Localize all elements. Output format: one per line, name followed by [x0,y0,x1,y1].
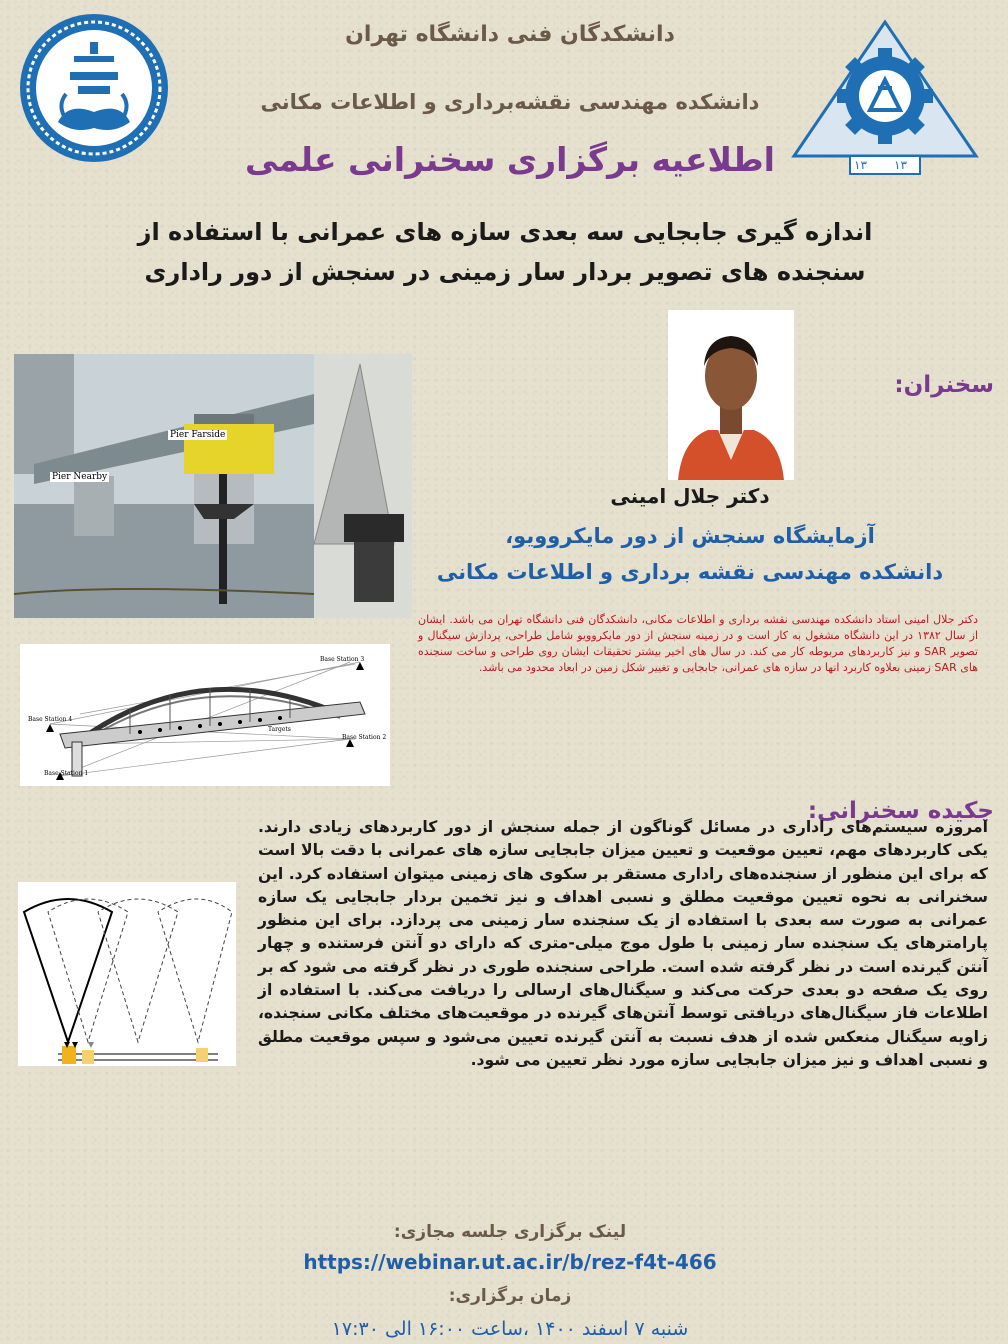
bridge-diagram [20,644,390,786]
university-of-tehran-logo [18,12,170,164]
label-base-station-3: Base Station 3 [320,656,365,663]
speaker-lab: آزمایشگاه سنجش از دور مایکروویو، [505,524,875,548]
session-link-url[interactable]: https://webinar.ut.ac.ir/b/rez-f4t-466 [303,1250,717,1274]
speaker-faculty: دانشکده مهندسی نقشه برداری و اطلاعات مکانی [436,560,944,584]
speaker-photo [668,310,794,480]
notice-heading: اطلاعیه برگزاری سخنرانی علمی [245,140,775,179]
label-targets: Targets [268,726,291,733]
faculty-title: دانشکدگان فنی دانشگاه تهران [345,22,675,47]
talk-title [60,212,950,292]
session-time-value: شنبه ۷ اسفند ۱۴۰۰ ،ساعت ۱۶:۰۰ الی ۱۷:۳۰ [331,1318,689,1340]
speakers-heading: سخنران: [894,372,994,398]
bridge-radar-photo [14,354,412,618]
session-link-label: لینک برگزاری جلسه مجازی: [393,1222,627,1242]
label-base-station-4: Base Station 4 [28,716,73,723]
logo-number-right: ۱۳ [894,158,907,172]
label-base-station-1: Base Station 1 [44,770,89,777]
talk-title-line2: سنجنده های تصویر بردار سار زمینی در سنجش از دور راداری [144,258,866,286]
label-pier-farside: Pier Farside [170,430,226,440]
antenna-beam-diagram [18,882,236,1066]
label-pier-nearby: Pier Nearby [52,472,108,482]
department-title: دانشکده مهندسی نقشه‌برداری و اطلاعات مکانی [260,90,760,114]
logo-number-left: ۱۳ [854,158,867,172]
talk-title-line1: اندازه گیری جابجایی سه بعدی سازه های عمرانی با استفاده از [137,218,873,246]
speaker-bio: دکتر جلال امینی استاد دانشکده مهندسی نقشه برداری و اطلاعات مکانی، دانشکدگان فنی دانشگاه تهران می باشد. ایشان از سال ۱۳۸۲ در این دانشگاه مشغول به کار است و در زمینه سنجش از دور مایکروویو شامل طراحی، پردازش سیگنال و تصویر SAR و نیز کاربردهای مربوطه کار می کند. در سال های اخیر بیشتر تحقیقات ایشان روی طراحی و ساخت سنجنده های SAR زمینی بعلاوه کاربرد انها در سازه های عمرانی، جابجایی و تغییر شکل زمین در ابعاد محدود می باشد. [418,613,978,674]
speaker-name: دکتر جلال امینی [610,484,770,508]
abstract-text: امروزه سیستم‌های راداری در مسائل گوناگون از جمله سنجش از دور کاربردهای زیادی دارند. یکی کاربردهای مهم، تعیین موقعیت و تعیین میزان جابجایی سازه های عمرانی با دقت بالا است که برای این منظور از سنجنده‌های راداری مستقر بر سکوی های زمینی میتوان استفاده کرد. این سخنرانی به نحوه تعیین موقعیت مطلق و نسبی اهداف و نیز تخمین بردار جابجایی یک سازه عمرانی به صورت سه بعدی با استفاده از یک سنجنده سار زمینی می پردازد. برای این منظور پارامترهای یک سنجنده سار زمینی با طول موج میلی-متری که دارای دو آنتن فرستنده و چهار آنتن گیرنده است در نظر گرفته شده است. طراحی سنجنده طوری در نظر گرفته می شود که بر روی یک صفحه دو بعدی حرکت می‌کند و سیگنال‌های ارسالی را دریافت می‌کند. با استفاده از اطلاعات فاز سیگنال‌های دریافتی توسط آنتن‌های گیرنده در موقعیت‌های مختلف مکانی سنجنده، زاویه سیگنال منعکس شده از هدف نسبت به آنتن گیرنده تعیین می‌شود و سپس موقعیت مطلق و نسبی اهداف و نیز میزان جابجایی سازه مورد نظر تعیین می شود. [258,818,988,1069]
label-base-station-2: Base Station 2 [342,734,387,741]
session-time-label: زمان برگزاری: [448,1286,572,1306]
abstract-heading: چکیده سخنرانی: [807,798,994,824]
